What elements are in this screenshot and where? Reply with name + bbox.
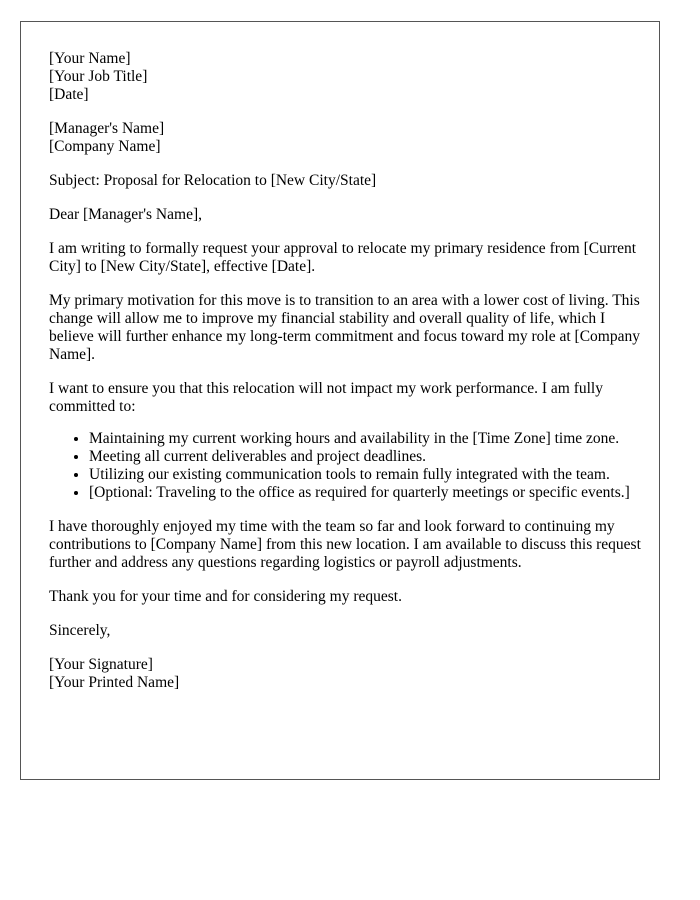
sender-block	[49, 50, 649, 104]
printed-name: [Your Printed Name]	[49, 674, 180, 691]
body-paragraph-request: I am writing to formally request your approval to relocate my primary residence from [Current City] to [New City/State], effective [Date].	[49, 240, 637, 275]
salutation: Dear [Manager's Name],	[49, 206, 202, 223]
list-item: • Meeting all current deliverables and project deadlines.	[89, 448, 649, 466]
body-paragraph-motivation: My primary motivation for this move is to transition to an area with a lower cost of living. This change will allow me to improve my financial stability and overall quality of life, which I believe will further enhance my long-term commitment and focus toward my role at [Company Name].	[49, 292, 640, 363]
commitments-list	[49, 430, 649, 502]
sender-date: [Date]	[49, 86, 89, 103]
signature-block	[49, 656, 649, 692]
sender-name: [Your Name]	[49, 50, 131, 67]
subject-line: Subject: Proposal for Relocation to [New City/State]	[49, 172, 377, 189]
list-item: • Maintaining my current working hours and availability in the [Time Zone] time zone.	[89, 430, 649, 448]
signature-line: [Your Signature]	[49, 656, 153, 673]
recipient-name: [Manager's Name]	[49, 120, 165, 137]
letter-page	[20, 21, 660, 780]
list-item: • Utilizing our existing communication tools to remain fully integrated with the team.	[89, 466, 649, 484]
signoff: Sincerely,	[49, 622, 111, 639]
list-item: • [Optional: Traveling to the office as required for quarterly meetings or specific events.]	[89, 484, 649, 502]
body-paragraph-closing: I have thoroughly enjoyed my time with the team so far and look forward to continuing my contributions to [Company Name] from this new location. I am available to discuss this request further and address any questions regarding logistics or payroll adjustments.	[49, 518, 641, 571]
recipient-company: [Company Name]	[49, 138, 161, 155]
body-paragraph-commitment-intro: I want to ensure you that this relocation will not impact my work performance. I am fully committed to:	[49, 380, 603, 415]
recipient-block	[49, 120, 649, 156]
letter-content	[49, 50, 649, 708]
body-paragraph-thanks: Thank you for your time and for considering my request.	[49, 588, 402, 605]
sender-job-title: [Your Job Title]	[49, 68, 148, 85]
